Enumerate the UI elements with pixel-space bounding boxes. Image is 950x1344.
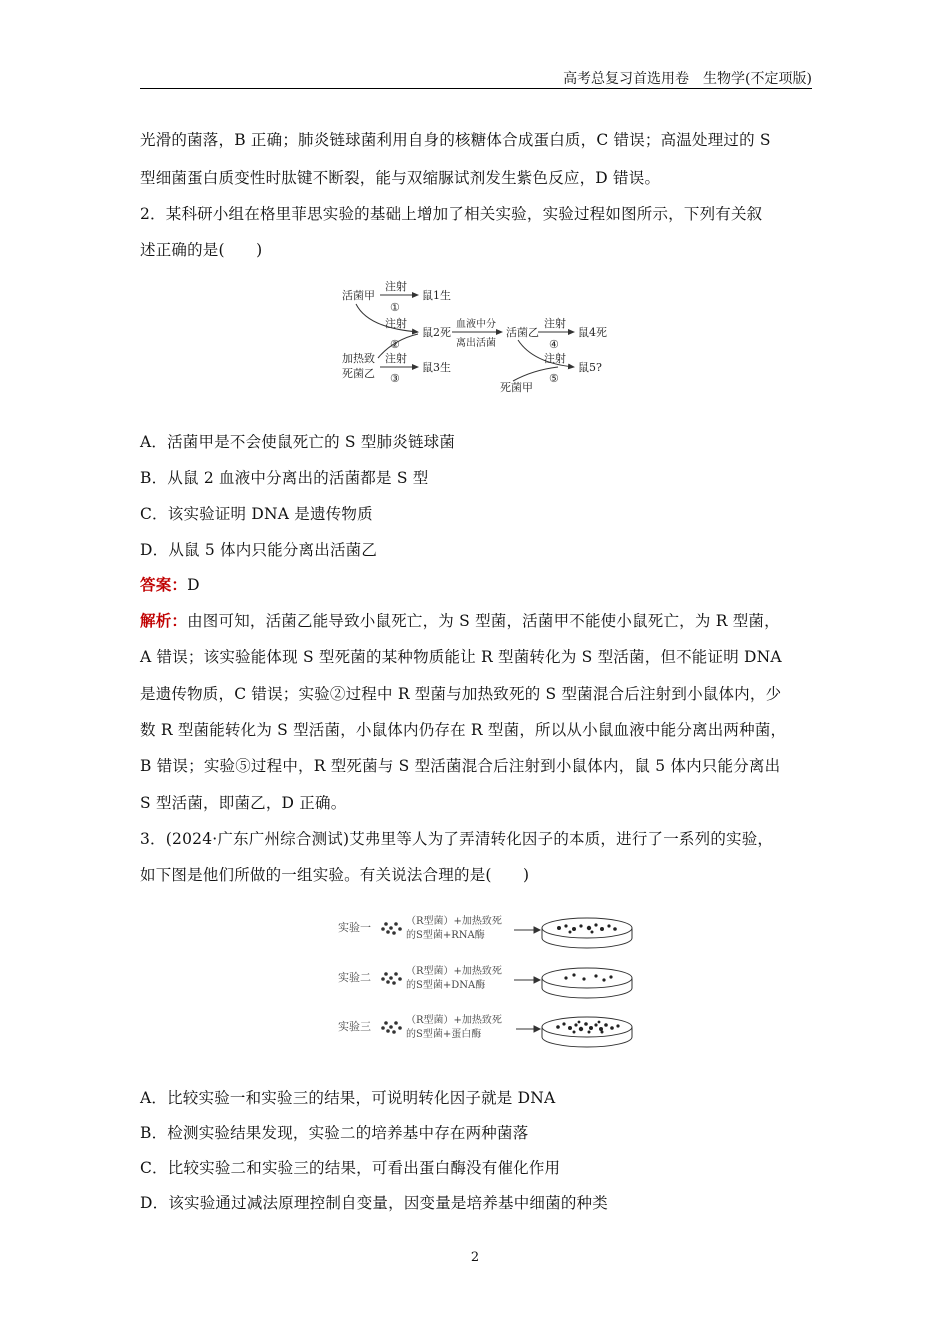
- mouse-3-label: 鼠3生: [422, 361, 451, 374]
- explanation-line: B 错误；实验⑤过程中，R 型死菌与 S 型活菌混合后注射到小鼠体内，鼠 5 体内只能分离出: [140, 757, 781, 775]
- option-2B: B．从鼠 2 血液中分离出的活菌都是 S 型: [140, 469, 429, 487]
- explanation-line: [140, 609, 780, 631]
- step-number: ②: [390, 338, 400, 351]
- question-2-stem: 述正确的是( ): [140, 241, 263, 259]
- bacteria-cluster: [381, 972, 402, 985]
- option-3D: D．该实验通过减法原理控制自变量，因变量是培养基中细菌的种类: [140, 1194, 608, 1212]
- option-2A: A．活菌甲是不会使鼠死亡的 S 型肺炎链球菌: [140, 433, 456, 451]
- step-number: ①: [390, 301, 400, 314]
- inject-label: 注射: [385, 280, 407, 293]
- step-number: ③: [390, 372, 400, 385]
- option-3C: C．比较实验二和实验三的结果，可看出蛋白酶没有催化作用: [140, 1159, 561, 1177]
- petri-dish: [542, 918, 632, 948]
- heat-killed-b-label: 死菌乙: [342, 367, 375, 380]
- option-2D: D．从鼠 5 体内只能分离出活菌乙: [140, 541, 378, 559]
- option-3B: B．检测实验结果发现，实验二的培养基中存在两种菌落: [140, 1124, 529, 1142]
- experiment-mixture: 的S型菌+DNA酶: [406, 980, 486, 991]
- inject-label: 注射: [544, 352, 566, 365]
- answer-value: D: [187, 576, 200, 594]
- explanation-line: 是遗传物质，C 错误；实验②过程中 R 型菌与加热致死的 S 型菌混合后注射到小鼠体内，少: [140, 685, 782, 703]
- avery-experiment-figure: [334, 906, 634, 1056]
- experiment-mixture: （R型菌）+加热致死: [406, 966, 502, 977]
- blood-separate-label: 血液中分: [456, 319, 496, 330]
- live-bacteria-a-label: 活菌甲: [342, 289, 375, 302]
- inject-label: 注射: [385, 352, 407, 365]
- answer-label: 答案：: [140, 575, 188, 594]
- petri-dish: [542, 1017, 632, 1047]
- step-number: ④: [549, 338, 559, 351]
- step-number: ⑤: [549, 372, 559, 385]
- petri-dish: [542, 968, 632, 998]
- mouse-2-label: 鼠2死: [422, 326, 451, 339]
- explanation-label: 解析：: [140, 611, 188, 630]
- header-rule: [140, 88, 812, 89]
- live-bacteria-b-label: 活菌乙: [506, 326, 539, 339]
- explanation-line: 数 R 型菌能转化为 S 型活菌，小鼠体内仍存在 R 型菌，所以从小鼠血液中能分离出两种菌，: [140, 721, 787, 739]
- experiment-flow-diagram: [338, 278, 618, 398]
- experiment-mixture: （R型菌）+加热致死: [406, 916, 502, 927]
- experiment-mixture: （R型菌）+加热致死: [406, 1015, 502, 1026]
- bacteria-cluster: [381, 922, 402, 935]
- mouse-4-label: 鼠4死: [578, 326, 607, 339]
- inject-label: 注射: [385, 317, 407, 330]
- experiment-mixture: 的S型菌+蛋白酶: [406, 1029, 482, 1040]
- experiment-label: 实验一: [338, 921, 371, 934]
- dead-bacteria-a-label: 死菌甲: [500, 381, 533, 394]
- explanation-text: 由图可知，活菌乙能导致小鼠死亡，为 S 型菌，活菌甲不能使小鼠死亡，为 R 型菌，: [187, 612, 780, 630]
- page-number: 2: [470, 1250, 480, 1265]
- answer-line: [140, 573, 200, 595]
- running-header: 高考总复习首选用卷 生物学(不定项版): [563, 71, 812, 87]
- question-3-stem: 3．(2024·广东广州综合测试)艾弗里等人为了弄清转化因子的本质，进行了一系列的实验，: [140, 830, 774, 848]
- mouse-5-label: 鼠5?: [578, 361, 602, 374]
- experiment-label: 实验二: [338, 971, 371, 984]
- text-line: 光滑的菌落，B 正确；肺炎链球菌利用自身的核糖体合成蛋白质，C 错误；高温处理过的 S: [140, 131, 771, 149]
- heat-killed-b-label: 加热致: [342, 352, 375, 365]
- bacteria-cluster: [381, 1021, 402, 1034]
- inject-label: 注射: [544, 317, 566, 330]
- mouse-1-label: 鼠1生: [422, 289, 451, 302]
- explanation-line: S 型活菌，即菌乙，D 正确。: [140, 794, 347, 812]
- question-2-stem: 2．某科研小组在格里菲思实验的基础上增加了相关实验，实验过程如图所示，下列有关叙: [140, 205, 763, 223]
- option-3A: A．比较实验一和实验三的结果，可说明转化因子就是 DNA: [140, 1089, 556, 1107]
- option-2C: C．该实验证明 DNA 是遗传物质: [140, 505, 373, 523]
- text-line: 型细菌蛋白质变性时肽键不断裂，能与双缩脲试剂发生紫色反应，D 错误。: [140, 169, 661, 187]
- blood-separate-label: 离出活菌: [456, 338, 496, 349]
- question-3-stem: 如下图是他们所做的一组实验。有关说法合理的是( ): [140, 866, 530, 884]
- explanation-line: A 错误；该实验能体现 S 型死菌的某种物质能让 R 型菌转化为 S 型活菌，但不能证明 DNA: [140, 648, 782, 666]
- experiment-mixture: 的S型菌+RNA酶: [406, 930, 485, 941]
- experiment-label: 实验三: [338, 1020, 371, 1033]
